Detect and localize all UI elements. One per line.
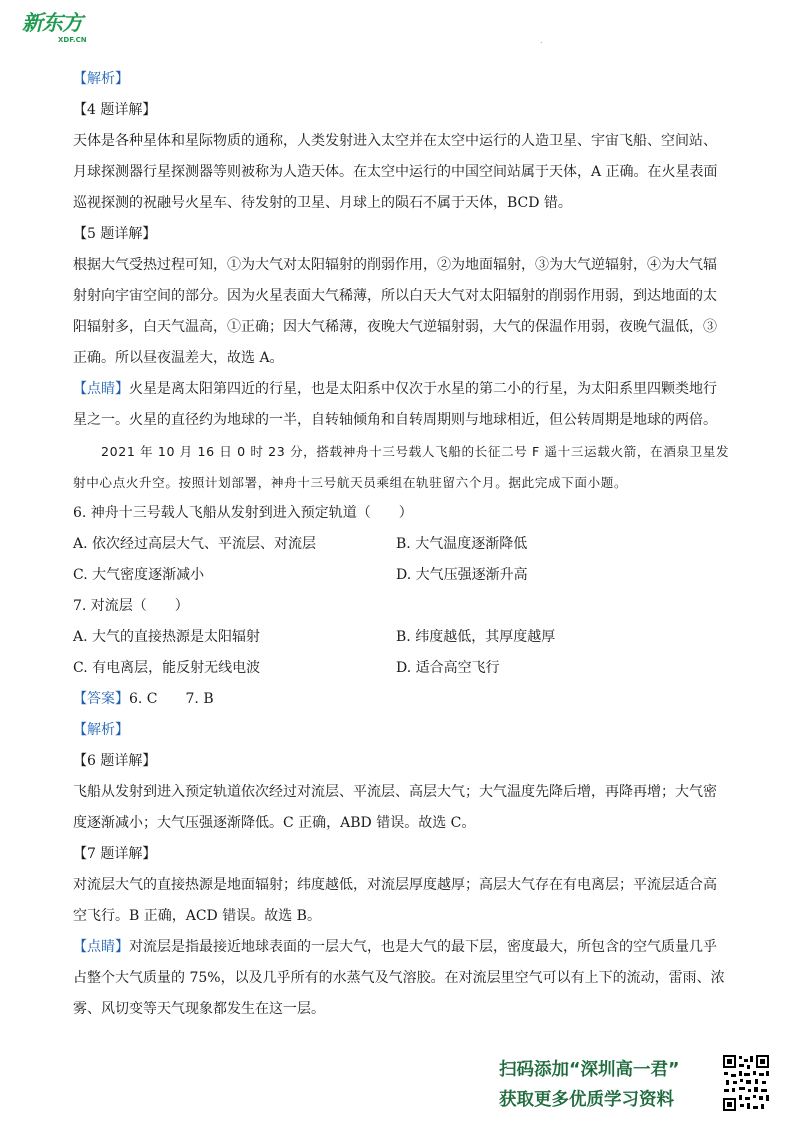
dianjing-text: 火星是离太阳第四近的行星，也是太阳系中仅次于水星的第二小的行星，为太阳系里四颗类地行: [129, 381, 717, 397]
paragraph-line: 阳辐射多，白天气温高，①正确；因大气稀薄，夜晚大气逆辐射弱，大气的保温作用弱，夜晚气温低，③: [73, 319, 717, 335]
option-a: A. 大气的直接热源是太阳辐射: [73, 629, 261, 645]
footer-line-2: 获取更多优质学习资料: [499, 1090, 674, 1110]
question-6-options-row2: [73, 560, 723, 591]
q4-heading: 【4 题详解】: [73, 102, 157, 118]
paragraph-line: 星之一。火星的直径约为地球的一半，自转轴倾角和自转周期则与地球相近，但公转周期是地球的两倍。: [73, 412, 717, 428]
paragraph-line: 根据大气受热过程可知，①为大气对太阳辐射的削弱作用，②为地面辐射，③为大气逆辐射，④为大气辐: [73, 257, 717, 273]
option-d: D. 大气压强逐渐升高: [396, 567, 528, 583]
paragraph-line: 飞船从发射到进入预定轨道依次经过对流层、平流层、高层大气；大气温度先降后增，再降再增；大气密: [73, 784, 717, 800]
option-b: B. 大气温度逐渐降低: [396, 536, 528, 552]
paragraph-line: 正确。所以昼夜温差大，故选 A。: [73, 350, 284, 366]
paragraph-line: 射射向宇宙空间的部分。因为火星表面大气稀薄，所以白天大气对太阳辐射的削弱作用弱，到达地面的太: [73, 288, 717, 304]
section-jiexi: 【解析】: [73, 722, 129, 738]
question-7-stem: 7. 对流层（ ）: [73, 598, 189, 614]
paragraph-line: 天体是各种星体和星际物质的通称，人类发射进入太空并在太空中运行的人造卫星、宇宙飞船、空间站、: [73, 133, 717, 149]
dianjing-tag: 【点睛】: [73, 939, 129, 955]
answer-tag: 【答案】: [73, 691, 129, 707]
option-c: C. 大气密度逐渐减小: [73, 567, 205, 583]
answer-text: 6. C 7. B: [129, 691, 214, 707]
paragraph-line: 对流层大气的直接热源是地面辐射；纬度越低，对流层厚度越厚；高层大气存在有电离层；平流层适合高: [73, 877, 717, 893]
paragraph-line: 巡视探测的祝融号火星车、待发射的卫星、月球上的陨石不属于天体，BCD 错。: [73, 195, 572, 211]
question-7-options-row1: [73, 622, 723, 653]
qr-code-icon[interactable]: [722, 1054, 770, 1112]
paragraph-line: 度逐渐减小；大气压强逐渐降低。C 正确，ABD 错误。故选 C。: [73, 815, 476, 831]
answer-line: [73, 684, 723, 715]
dianjing-text: 对流层是指最接近地球表面的一层大气，也是大气的最下层，密度最大，所包含的空气质量几乎: [129, 939, 717, 955]
dianjing-2: [73, 932, 723, 963]
xdf-logo: [22, 12, 92, 46]
paragraph-line: 月球探测器行星探测器等则被称为人造天体。在太空中运行的中国空间站属于天体，A 正确。在火星表面: [73, 164, 718, 180]
question-7-options-row2: [73, 653, 723, 684]
section-jiexi: 【解析】: [73, 71, 129, 87]
paragraph-line: 雾、风切变等天气现象都发生在这一层。: [73, 1001, 325, 1017]
footer-line-1: 扫码添加“深圳高一君”: [499, 1060, 680, 1080]
logo-text: 新东方: [22, 11, 82, 35]
passage-line: 2021 年 10 月 16 日 0 时 23 分，搭载神舟十三号载人飞船的长征二号 F 遥十三运载火箭，在酒泉卫星发: [101, 444, 730, 459]
q5-heading: 【5 题详解】: [73, 226, 157, 242]
option-d: D. 适合高空飞行: [396, 660, 500, 676]
page-dot: .: [540, 36, 543, 45]
paragraph-line: 占整个大气质量的 75%，以及几乎所有的水蒸气及气溶胶。在对流层里空气可以有上下的流动，雷雨、浓: [73, 970, 725, 986]
option-b: B. 纬度越低，其厚度越厚: [396, 629, 556, 645]
option-c: C. 有电离层，能反射无线电波: [73, 660, 261, 676]
document-body: [73, 64, 730, 1025]
dianjing-1: [73, 374, 723, 405]
option-a: A. 依次经过高层大气、平流层、对流层: [73, 536, 317, 552]
question-6-stem: 6. 神舟十三号载人飞船从发射到进入预定轨道（ ）: [73, 505, 413, 521]
passage-line: 射中心点火升空。按照计划部署，神舟十三号航天员乘组在轨驻留六个月。据此完成下面小题。: [73, 475, 628, 490]
question-6-options-row1: [73, 529, 723, 560]
paragraph-line: 空飞行。B 正确，ACD 错误。故选 B。: [73, 908, 321, 924]
footer-promo: [499, 1055, 680, 1115]
logo-subtext: XDF.CN: [58, 36, 87, 44]
q6-heading: 【6 题详解】: [73, 753, 157, 769]
dianjing-tag: 【点睛】: [73, 381, 129, 397]
q7-heading: 【7 题详解】: [73, 846, 157, 862]
